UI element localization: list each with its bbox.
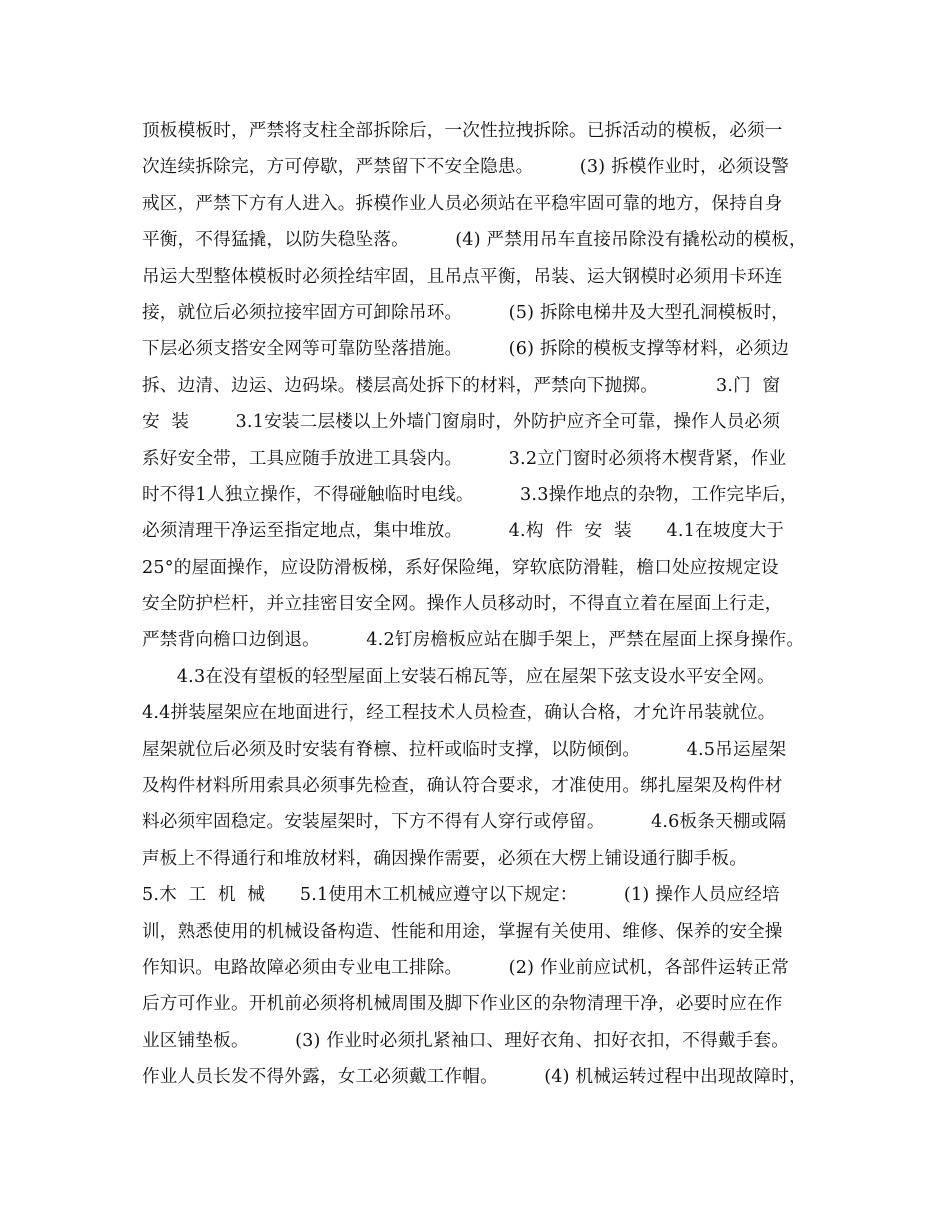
text-line: 作知识。电路故障必须由专业电工排除。 (2) 作业前应试机，各部件运转正常	[142, 957, 790, 978]
text-line: 4.4拼装屋架应在地面进行，经工程技术人员检查，确认合格，才允许吊装就位。	[142, 703, 776, 724]
text-line: 25°的屋面操作，应设防滑板梯，系好保险绳，穿软底防滑鞋，檐口处应按规定设	[142, 557, 779, 578]
text-line: 4.3在没有望板的轻型屋面上安装石棉瓦等，应在屋架下弦支设水平安全网。	[142, 666, 775, 687]
text-line: 及构件材料所用索具必须事先检查，确认符合要求，才准使用。绑扎屋架及构件材	[142, 776, 783, 797]
text-line: 5.木 工 机 械 5.1使用木工机械应遵守以下规定： (1) 操作人员应经培	[142, 885, 780, 906]
text-line: 顶板模板时，严禁将支柱全部拆除后，一次性拉拽拆除。已拆活动的模板，必须一	[142, 121, 783, 141]
text-line: 安 装 3.1安装二层楼以上外墙门窗扇时，外防护应齐全可靠，操作人员必须	[142, 412, 781, 433]
text-line: 料必须牢固稳定。安装屋架时，下方不得有人穿行或停留。 4.6板条天棚或隔	[142, 812, 787, 833]
text-line: 严禁背向檐口边倒退。 4.2钉房檐板应站在脚手架上，严禁在屋面上探身操作。	[142, 630, 805, 651]
text-line: 戒区，严禁下方有人进入。拆模作业人员必须站在平稳牢固可靠的地方，保持自身	[142, 193, 783, 214]
body-text	[142, 113, 832, 1096]
text-line: 安全防护栏杆，并立挂密目安全网。操作人员移动时，不得直立着在屋面上行走，	[142, 594, 783, 615]
text-line: 平衡，不得猛撬，以防失稳坠落。 (4) 严禁用吊车直接吊除没有撬松动的模板，	[142, 230, 807, 251]
text-line: 训，熟悉使用的机械设备构造、性能和用途，掌握有关使用、维修、保养的安全操	[142, 921, 783, 942]
text-line: 后方可作业。开机前必须将机械周围及脚下作业区的杂物清理干净，必要时应在作	[142, 994, 783, 1015]
text-line: 必须清理干净运至指定地点，集中堆放。 4.构 件 安 装 4.1在坡度大于	[142, 521, 785, 542]
text-line: 时不得1人独立操作，不得碰触临时电线。 3.3操作地点的杂物，工作完毕后，	[142, 484, 798, 505]
text-line: 作业人员长发不得外露，女工必须戴工作帽。 (4) 机械运转过程中出现故障时，	[142, 1067, 807, 1088]
text-line: 业区铺垫板。 (3) 作业时必须扎紧袖口、理好衣角、扣好衣扣，不得戴手套。	[142, 1030, 790, 1051]
text-line: 吊运大型整体模板时必须拴结牢固，且吊点平衡，吊装、运大钢模时必须用卡环连	[142, 266, 783, 287]
text-line: 屋架就位后必须及时安装有脊檩、拉杆或临时支撑，以防倾倒。 4.5吊运屋架	[142, 739, 787, 760]
text-line: 声板上不得通行和堆放材料，确因操作需要，必须在大楞上铺设通行脚手板。	[142, 848, 747, 869]
text-line: 拆、边清、边运、边码垛。楼层高处拆下的材料，严禁向下抛掷。 3.门 窗	[142, 375, 781, 396]
text-line: 系好安全带，工具应随手放进工具袋内。 3.2立门窗时必须将木楔背紧，作业	[142, 448, 787, 469]
text-line: 次连续拆除完，方可停歇，严禁留下不安全隐患。 (3) 拆模作业时，必须设警	[142, 157, 790, 178]
text-line: 下层必须支搭安全网等可靠防坠落措施。 (6) 拆除的模板支撑等材料，必须边	[142, 339, 790, 360]
text-line: 接，就位后必须拉接牢固方可卸除吊环。 (5) 拆除电梯井及大型孔洞模板时，	[142, 302, 790, 323]
